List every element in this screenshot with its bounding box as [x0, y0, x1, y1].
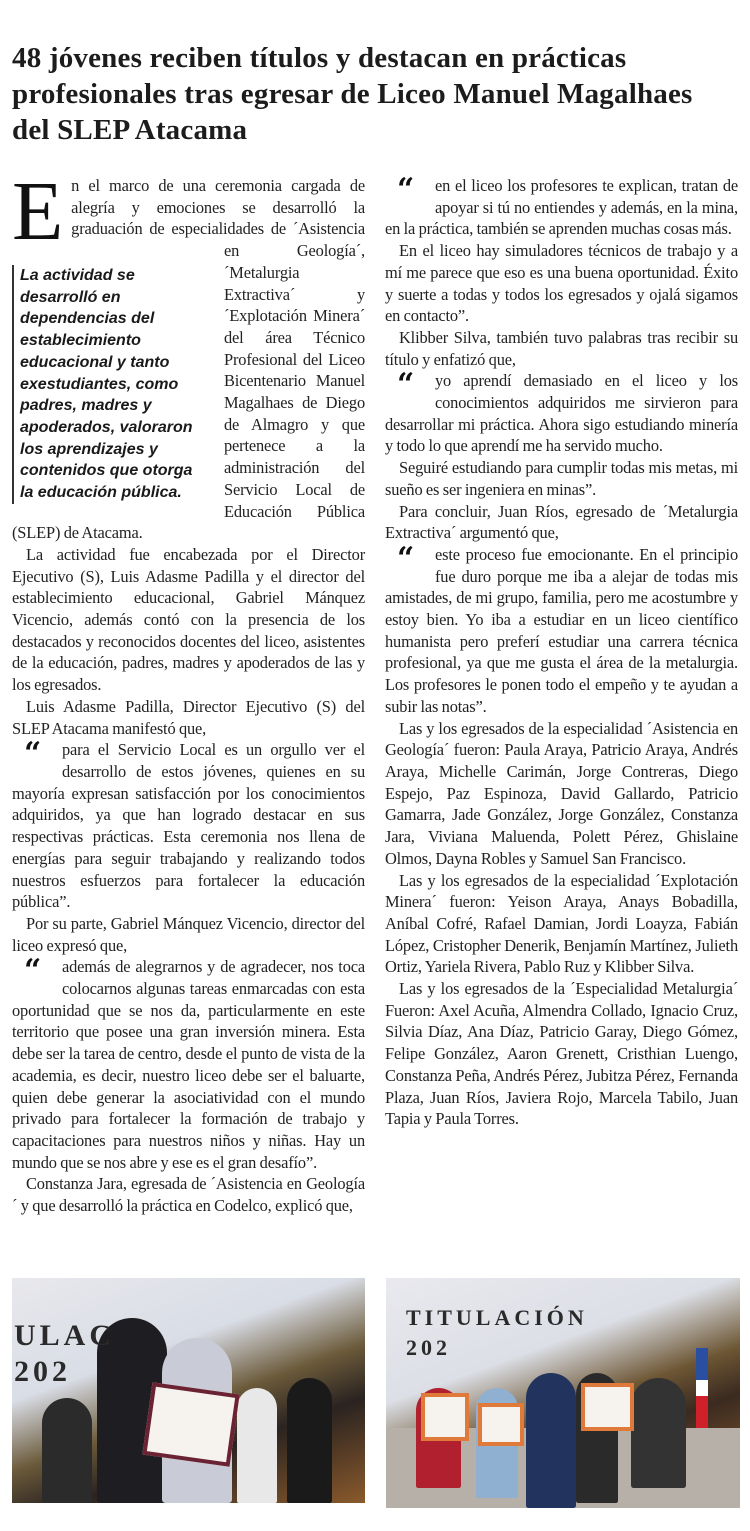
paragraph: En el liceo hay simuladores técnicos de trabajo y a mí me parece que eso es una buena oportunidad. Éxito y suerte a todas y todos los egresados y ojalá sigamos en contacto”.	[385, 241, 738, 326]
quote-text: este proceso fue emocionante. En el principio fue duro porque me iba a alejar de todas mis amistades, de mi grupo, familia, pero me acostumbre y estoy bien. Yo iba a estudiar en un liceo científico humanista pero preferí estudiar una carrera técnica profesional, ya que me gusta el área de la metalurgia. Los profesores le ponen todo el empeño y te ayudan a subir las notas”.	[385, 544, 738, 716]
article-column-1	[12, 165, 365, 1217]
diploma	[581, 1383, 634, 1431]
headline-line: del SLEP Atacama	[12, 114, 248, 146]
quote-mark-icon: “	[397, 172, 415, 207]
person-figure	[287, 1378, 332, 1503]
paragraph: Las y los egresados de la especialidad ´Explotación Minera´ fueron: Yeison Araya, Anays Bobadilla, Aníbal Cofré, Rafael Damian, Jordi Loayza, Fabián López, Cristopher Denerik, Benjamín Martínez, Julieth Ortiz, Yariela Rivera, Pablo Ruz y Klibber Silva.	[385, 870, 738, 977]
person-figure	[42, 1398, 92, 1503]
paragraph: Para concluir, Juan Ríos, egresado de ´Metalurgia Extractiva´ argumentó que,	[385, 501, 738, 543]
quote-paragraph	[385, 540, 738, 718]
quote-paragraph	[12, 953, 365, 1173]
paragraph: La actividad fue encabezada por el Director Ejecutivo (S), Luis Adasme Padilla y el director del establecimiento educacional, Gabriel Mánquez Vicencio, además contó con la presencia de los destacados y reconocidos docentes del liceo, asistentes de la educación, padres, madres y apoderados de las y los egresados.	[12, 544, 365, 695]
diploma	[142, 1382, 239, 1467]
quote-mark-icon: “	[397, 367, 415, 403]
quote-mark-icon: “	[24, 736, 42, 772]
person-figure	[631, 1378, 686, 1488]
quote-paragraph	[385, 172, 738, 240]
article-column-2	[385, 172, 738, 1130]
quote-text: yo aprendí demasiado en el liceo y los conocimientos adquiridos me sirvieron para desarrollar mi práctica. Ahora sigo estudiando minería y todo lo que aprendí me ha servido mucho.	[385, 371, 738, 456]
drop-cap: E	[12, 165, 64, 258]
quote-mark-icon: “	[397, 540, 415, 576]
quote-text: para el Servicio Local es un orgullo ver el desarrollo de estos jóvenes, quienes en su mayoría expresan satisfacción por los conocimientos adquiridos, ya que han logrado destacar en sus respectivas prácticas. Esta ceremonia nos llena de energías para seguir trabajando y realizando todos nuestros esfuerzos para fortalecer la educación pública”.	[12, 740, 365, 912]
paragraph: Por su parte, Gabriel Mánquez Vicencio, director del liceo expresó que,	[12, 913, 365, 955]
headline-line: 48 jóvenes reciben títulos y destacan en prácticas	[12, 42, 627, 74]
ceremony-photo-right	[386, 1278, 740, 1508]
photo-banner-text: ULAC 202	[14, 1319, 116, 1388]
quote-text: además de alegrarnos y de agradecer, nos toca colocarnos algunas tareas enmarcadas con esta oportunidad que se nos da, particularmente en este territorio que posee una gran inversión minera. Esta debe ser la tarea de centro, desde el punto de vista de la academia, es decir, nuestro liceo debe ser el baluarte, quien debe generar la asociatividad con el mundo privado para fortalecer la formación de trabajo y capacitaciones para nuestros niños y niñas. Hay un mundo que se nos abre y ese es el gran desafío”.	[12, 957, 365, 1172]
headline-line: profesionales tras egresar de Liceo Manuel Magalhaes	[12, 78, 693, 110]
chile-flag	[696, 1348, 708, 1428]
quote-text: en el liceo los profesores te explican, tratan de apoyar si tú no entiendes y además, en la mina, en la práctica, también se aprenden muchas cosas más.	[385, 176, 738, 239]
article-headline	[12, 40, 742, 148]
ceremony-photo-left	[12, 1278, 365, 1503]
quote-paragraph	[12, 736, 365, 913]
paragraph-text: n el marco de una ceremonia cargada de alegría y emociones se desarrolló la graduación de especialidades de ´Asistencia en Geología´, ´Metalurgia Extractiva´ y ´Explotación Minera´ del área Técnico Profesional del Liceo Bicentenario Manuel Magalhaes de Diego de Almagro y que pertenece a la administración del Servicio Local de Educación Pública (SLEP) de Atacama.	[12, 176, 365, 543]
paragraph: Klibber Silva, también tuvo palabras tras recibir su título y enfatizó que,	[385, 327, 738, 369]
paragraph	[12, 165, 365, 544]
quote-paragraph	[385, 367, 738, 457]
paragraph: Las y los egresados de la especialidad ´Asistencia en Geología´ fueron: Paula Araya, Patricio Araya, Andrés Araya, Michelle Carimán, Jorge Contreras, Diego Espejo, Paz Espinoza, David Gallardo, Patricio Gamarra, Jade González, Jorge González, Constanza Jara, Viviana Maluenda, Polett Pérez, Ghislaine Olmos, Dayna Robles y Samuel San Francisco.	[385, 718, 738, 868]
person-figure	[526, 1373, 576, 1508]
paragraph: Luis Adasme Padilla, Director Ejecutivo (S) del SLEP Atacama manifestó que,	[12, 696, 365, 738]
diploma	[478, 1403, 524, 1446]
paragraph: Seguiré estudiando para cumplir todas mis metas, mi sueño es ser ingeniera en minas”.	[385, 458, 738, 499]
photo-banner-text: TITULACIÓN 202	[406, 1305, 588, 1360]
quote-mark-icon: “	[24, 953, 42, 989]
person-figure	[237, 1388, 277, 1503]
paragraph: Constanza Jara, egresada de ´Asistencia en Geología´ y que desarrolló la práctica en Codelco, explicó que,	[12, 1174, 365, 1216]
paragraph: Las y los egresados de la ´Especialidad Metalurgia´ Fueron: Axel Acuña, Almendra Collado, Ignacio Cruz, Silvia Díaz, Ana Díaz, Patricio Garay, Diego Gómez, Felipe González, Aaron Grenett, Cristhian Luengo, Constanza Peña, Andrés Pérez, Jubitza Pérez, Fernanda Plaza, Juan Ríos, Javiera Rojo, Marcela Tabilo, Juan Tapia y Paula Torres.	[385, 979, 738, 1129]
pull-quote: La actividad se desarrolló en dependencias del establecimiento educacional y tanto exestudiantes, como padres, madres y apoderados, valoraron los aprendizajes y contenidos que otorga la educación pública.	[12, 265, 206, 504]
diploma	[421, 1393, 469, 1441]
